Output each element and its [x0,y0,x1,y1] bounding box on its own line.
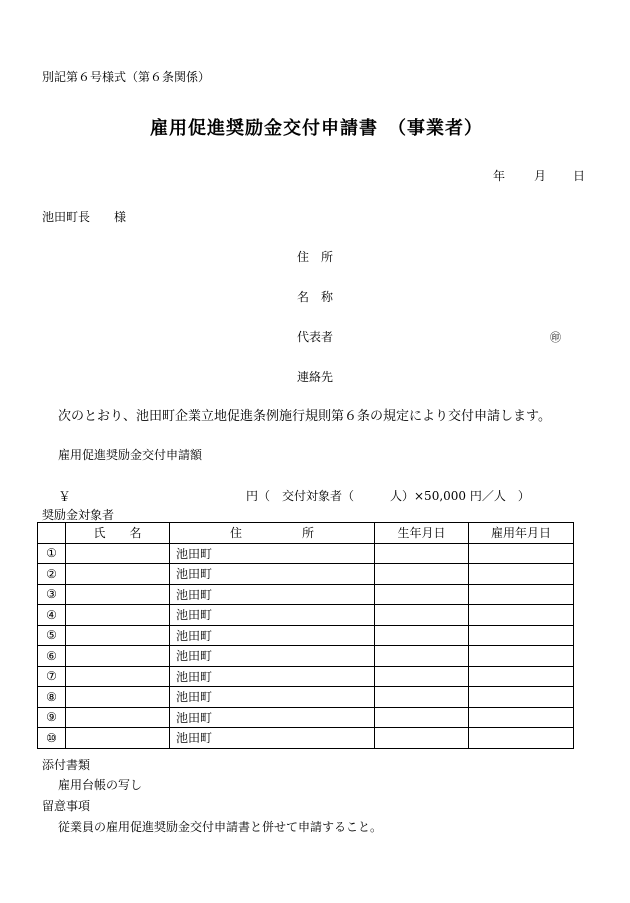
row-number: ⑧ [38,687,66,708]
name-cell[interactable] [66,707,170,728]
hire-date-cell[interactable] [469,564,574,585]
row-number: ⑤ [38,625,66,646]
name-cell[interactable] [66,646,170,667]
targets-heading: 奨励金対象者 [42,508,115,522]
table-row [38,564,574,585]
attachments-heading: 添付書類 [42,758,91,772]
table-row [38,687,574,708]
name-cell[interactable] [66,728,170,749]
date-month: 月 [534,169,547,183]
seal-mark: ㊞ [550,331,561,344]
hire-date-cell[interactable] [469,625,574,646]
birthdate-cell[interactable] [375,687,469,708]
notes-heading: 留意事項 [42,799,91,813]
hire-date-cell[interactable] [469,687,574,708]
birthdate-cell[interactable] [375,646,469,667]
table-row [38,584,574,605]
name-cell[interactable] [66,625,170,646]
address-cell[interactable]: 池田町 [170,605,375,626]
representative-label: 代表者 [297,330,334,344]
hire-date-cell[interactable] [469,666,574,687]
address-cell[interactable]: 池田町 [170,666,375,687]
table-row [38,625,574,646]
row-number: ④ [38,605,66,626]
column-header-address: 住 所 [170,523,375,544]
table-header-row [38,523,574,544]
hire-date-cell[interactable] [469,605,574,626]
name-label: 名 称 [297,290,334,304]
hire-date-cell[interactable] [469,646,574,667]
hire-date-cell[interactable] [469,584,574,605]
name-cell[interactable] [66,543,170,564]
name-cell[interactable] [66,564,170,585]
row-number: ② [38,564,66,585]
column-header-hire-date: 雇用年月日 [469,523,574,544]
table-row [38,605,574,626]
form-reference: 別記第６号様式（第６条関係） [42,70,211,84]
notes-item: 従業員の雇用促進奨励金交付申請書と併せて申請すること。 [58,820,383,834]
name-cell[interactable] [66,605,170,626]
yen-sign: ￥ [58,490,72,505]
column-header-birthdate: 生年月日 [375,523,469,544]
addressee: 池田町長 様 [42,210,127,224]
birthdate-cell[interactable] [375,605,469,626]
hire-date-cell[interactable] [469,728,574,749]
date-year: 年 [493,169,506,183]
row-number: ⑨ [38,707,66,728]
application-statement: 次のとおり、池田町企業立地促進条例施行規則第６条の規定により交付申請します。 [58,409,551,424]
birthdate-cell[interactable] [375,584,469,605]
amount-heading: 雇用促進奨励金交付申請額 [58,448,203,462]
address-cell[interactable]: 池田町 [170,543,375,564]
date-day: 日 [573,169,586,183]
address-cell[interactable]: 池田町 [170,728,375,749]
row-number: ⑥ [38,646,66,667]
row-number: ③ [38,584,66,605]
birthdate-cell[interactable] [375,564,469,585]
birthdate-cell[interactable] [375,666,469,687]
address-cell[interactable]: 池田町 [170,584,375,605]
row-number: ① [38,543,66,564]
document-title: 雇用促進奨励金交付申請書 （事業者） [150,118,483,139]
name-cell[interactable] [66,687,170,708]
amount-formula: 円（ 交付対象者（ 人）×50,000 円／人 ） [246,489,530,503]
address-cell[interactable]: 池田町 [170,625,375,646]
table-row [38,728,574,749]
address-label: 住 所 [297,250,334,264]
address-cell[interactable]: 池田町 [170,687,375,708]
address-cell[interactable]: 池田町 [170,707,375,728]
contact-label: 連絡先 [297,370,334,384]
birthdate-cell[interactable] [375,728,469,749]
hire-date-cell[interactable] [469,707,574,728]
address-cell[interactable]: 池田町 [170,564,375,585]
column-header-name: 氏 名 [66,523,170,544]
birthdate-cell[interactable] [375,707,469,728]
column-header-number [38,523,66,544]
birthdate-cell[interactable] [375,625,469,646]
row-number: ⑩ [38,728,66,749]
name-cell[interactable] [66,584,170,605]
table-row [38,646,574,667]
targets-table [37,522,574,749]
address-cell[interactable]: 池田町 [170,646,375,667]
name-cell[interactable] [66,666,170,687]
table-row [38,666,574,687]
attachments-item: 雇用台帳の写し [58,778,143,792]
birthdate-cell[interactable] [375,543,469,564]
table-row [38,543,574,564]
hire-date-cell[interactable] [469,543,574,564]
row-number: ⑦ [38,666,66,687]
table-row [38,707,574,728]
